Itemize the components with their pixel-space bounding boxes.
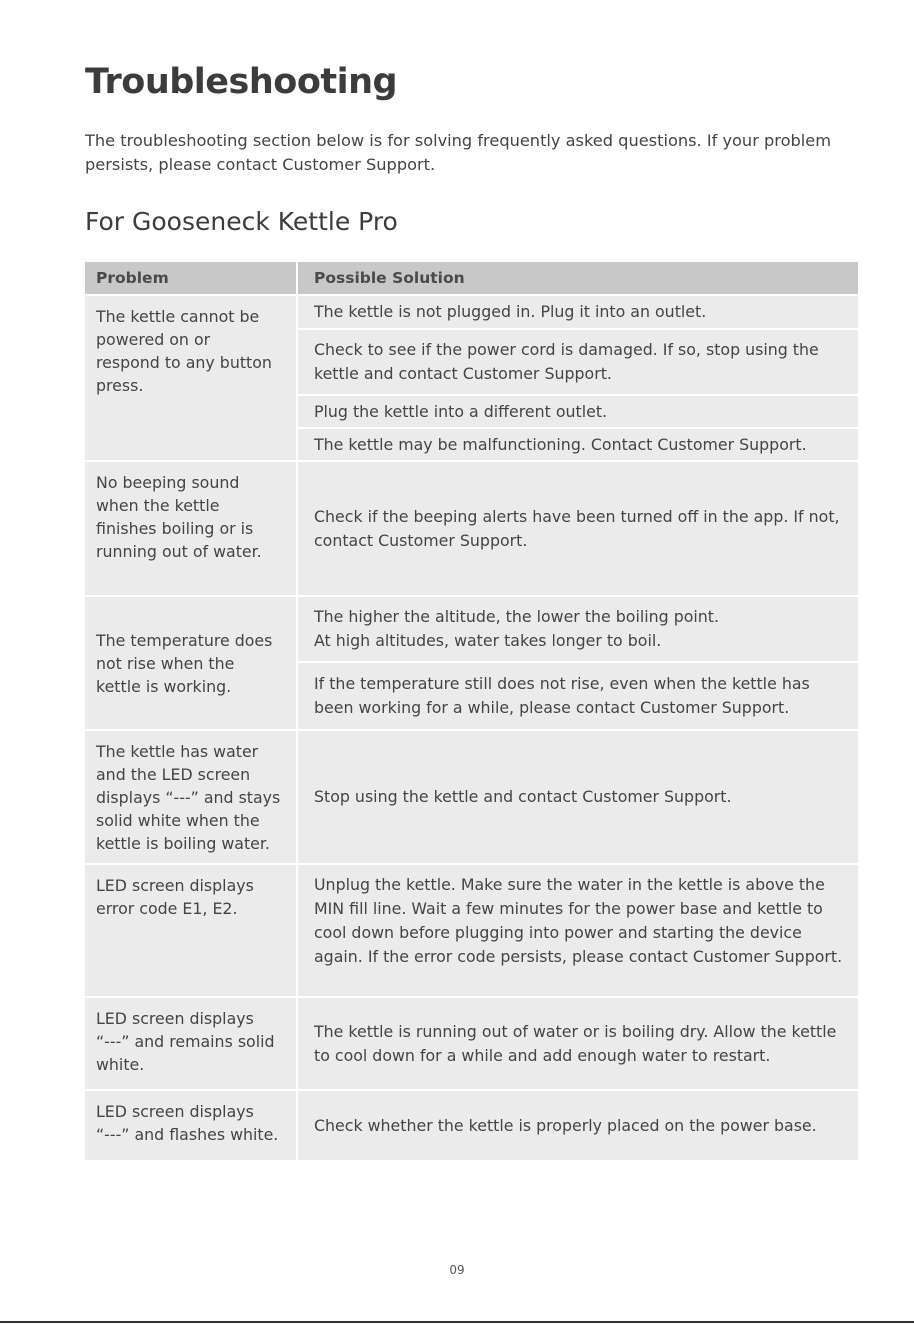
solution-cell xyxy=(298,296,858,328)
solution-cell xyxy=(298,1091,858,1160)
solution-cell xyxy=(298,330,858,394)
table-header-row xyxy=(85,262,858,294)
solution-text: Plug the kettle into a different outlet. xyxy=(314,401,608,421)
table-row xyxy=(85,296,858,460)
problem-text: No beeping sound when the kettle finishes boiling or is running out of water. xyxy=(96,473,262,561)
solution-text: The kettle is running out of water or is boiling dry. Allow the kettle to cool down for a while and add enough water to restart. xyxy=(314,1021,837,1065)
solutions-column xyxy=(298,1091,858,1160)
solutions-column xyxy=(298,462,858,595)
solution-cell xyxy=(298,429,858,460)
solutions-column xyxy=(298,296,858,460)
table-row xyxy=(85,998,858,1089)
solution-text: If the temperature still does not rise, even when the kettle has been working for a while, please contact Customer Support. xyxy=(314,674,810,717)
solution-text: The higher the altitude, the lower the boiling point. At high altitudes, water takes longer to boil. xyxy=(314,607,719,650)
solution-text: Check if the beeping alerts have been turned off in the app. If not, contact Customer Support. xyxy=(314,506,840,550)
problem-text: The temperature does not rise when the kettle is working. xyxy=(96,630,273,696)
problem-text: The kettle cannot be powered on or respond to any button press. xyxy=(96,307,272,395)
solutions-column xyxy=(298,998,858,1089)
problem-text: LED screen displays “---” and remains solid white. xyxy=(96,1009,275,1074)
problem-cell xyxy=(85,998,296,1089)
header-possible-solution: Possible Solution xyxy=(298,262,858,294)
solution-cell xyxy=(298,462,858,595)
solution-text: The kettle may be malfunctioning. Contact Customer Support. xyxy=(314,434,807,454)
solution-text: Unplug the kettle. Make sure the water in the kettle is above the MIN fill line. Wait a few minutes for the power base and kettle to cool down before plugging into power and starting the device again. If the error code persists, please contact Customer Support. xyxy=(314,875,843,966)
problem-cell xyxy=(85,1091,296,1160)
table-row xyxy=(85,462,858,595)
solution-cell xyxy=(298,396,858,427)
table-row xyxy=(85,597,858,729)
problem-text: LED screen displays error code E1, E2. xyxy=(96,876,254,918)
page-title: Troubleshooting xyxy=(85,62,398,102)
problem-cell xyxy=(85,597,296,729)
problem-cell xyxy=(85,462,296,595)
troubleshooting-table xyxy=(85,262,858,1162)
intro-paragraph: The troubleshooting section below is for solving frequently asked questions. If your problem persists, please contact Customer Support. xyxy=(85,131,831,174)
solution-text: Stop using the kettle and contact Customer Support. xyxy=(314,787,732,806)
solution-text: Check whether the kettle is properly placed on the power base. xyxy=(314,1115,817,1135)
solutions-column xyxy=(298,731,858,863)
section-title: For Gooseneck Kettle Pro xyxy=(85,207,398,236)
table-row xyxy=(85,731,858,863)
solutions-column xyxy=(298,597,858,729)
table-row xyxy=(85,1091,858,1160)
problem-cell xyxy=(85,731,296,863)
problem-text: The kettle has water and the LED screen displays “---” and stays solid white when the kettle is boiling water. xyxy=(96,742,281,853)
problem-cell xyxy=(85,296,296,460)
solution-text: The kettle is not plugged in. Plug it into an outlet. xyxy=(314,302,707,321)
solution-cell xyxy=(298,663,858,729)
solutions-column xyxy=(298,865,858,996)
solution-cell xyxy=(298,731,858,863)
solution-cell xyxy=(298,597,858,661)
header-problem: Problem xyxy=(85,262,296,294)
table-row xyxy=(85,865,858,996)
solution-cell xyxy=(298,998,858,1089)
bottom-divider xyxy=(0,1321,914,1323)
page-number: 09 xyxy=(449,1263,465,1277)
solution-text: Check to see if the power cord is damaged. If so, stop using the kettle and contact Customer Support. xyxy=(314,340,819,383)
problem-text: LED screen displays “---” and flashes white. xyxy=(96,1102,279,1144)
problem-cell xyxy=(85,865,296,996)
solution-cell xyxy=(298,865,858,996)
